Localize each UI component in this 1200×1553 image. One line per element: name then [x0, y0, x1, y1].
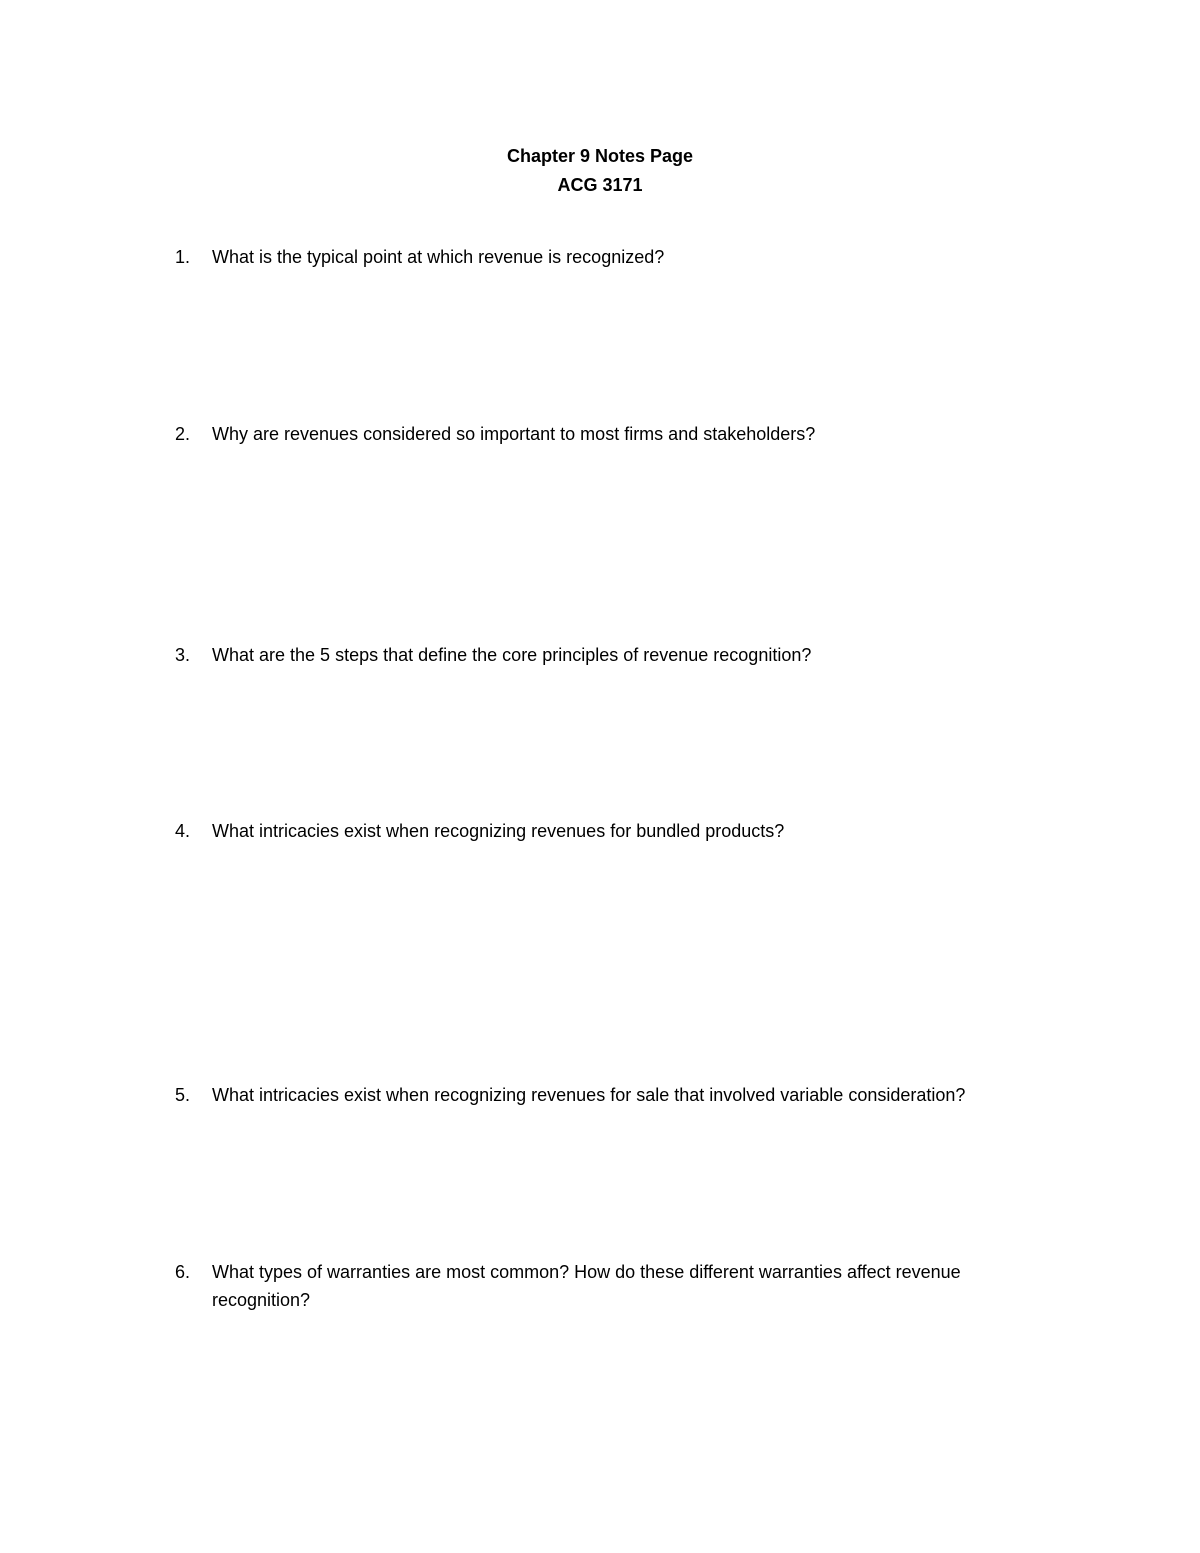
question-item [175, 420, 1055, 448]
question-text: What types of warranties are most common? How do these different warranties affect revenue recognition? [212, 1262, 961, 1310]
question-number: 2. [175, 424, 191, 444]
question-item [175, 1081, 1055, 1109]
question-item [175, 243, 1055, 271]
question-number: 3. [175, 645, 191, 665]
page-title: Chapter 9 Notes Page [506, 146, 694, 166]
course-code: ACG 3171 [557, 175, 643, 195]
question-number: 1. [175, 247, 191, 267]
question-item [175, 1258, 1055, 1314]
question-number: 6. [175, 1262, 191, 1282]
question-text: Why are revenues considered so important to most firms and stakeholders? [212, 424, 816, 444]
question-item [175, 817, 1055, 845]
question-text: What is the typical point at which revenue is recognized? [212, 247, 665, 267]
question-number: 5. [175, 1085, 191, 1105]
question-text: What intricacies exist when recognizing revenues for sale that involved variable consideration? [212, 1085, 966, 1105]
question-text: What intricacies exist when recognizing revenues for bundled products? [212, 821, 785, 841]
question-text: What are the 5 steps that define the core principles of revenue recognition? [212, 645, 812, 665]
question-item [175, 641, 1055, 669]
question-number: 4. [175, 821, 191, 841]
